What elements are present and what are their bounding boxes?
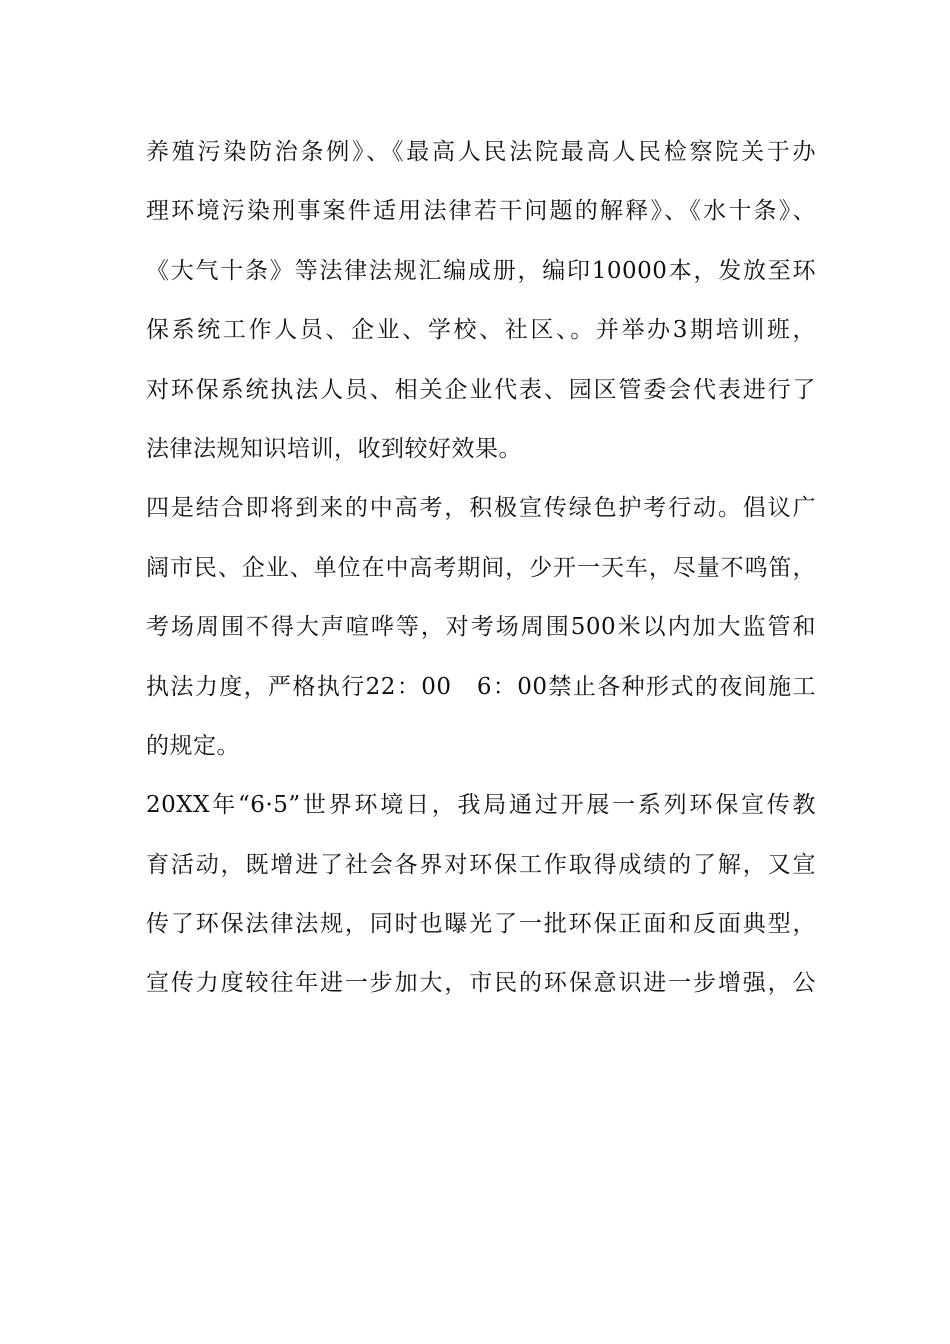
text-line: 法律法规知识培训，收到较好效果。 — [146, 435, 522, 462]
body-text — [146, 129, 816, 1020]
text-line: 《大气十条》等法律法规汇编成册，编印10000本，发放至环 — [146, 257, 816, 284]
text-line: 阔市民、企业、单位在中高考期间，少开一天车，尽量不鸣笛， — [146, 554, 816, 581]
text-line: 宣传力度较往年进一步加大，市民的环保意识进一步增强，公 — [146, 970, 816, 997]
text-line: 四是结合即将到来的中高考，积极宣传绿色护考行动。倡议广 — [146, 495, 816, 522]
text-line: 理环境污染刑事案件适用法律若干问题的解释》、《水十条》、 — [146, 198, 816, 225]
text-line: 执法力度，严格执行22：00 6：00禁止各种形式的夜间施工 — [146, 673, 816, 700]
text-line: 20XX年“6·5”世界环境日，我局通过开展一系列环保宣传教 — [146, 792, 816, 819]
text-line: 传了环保法律法规，同时也曝光了一批环保正面和反面典型， — [146, 911, 816, 938]
text-line: 考场周围不得大声喧哗等，对考场周围500米以内加大监管和 — [146, 614, 816, 641]
text-line: 养殖污染防治条例》、《最高人民法院最高人民检察院关于办 — [146, 139, 816, 165]
text-line: 育活动，既增进了社会各界对环保工作取得成绩的了解，又宣 — [146, 851, 816, 878]
text-line: 保系统工作人员、企业、学校、社区、。并举办3期培训班， — [146, 317, 816, 344]
text-line: 对环保系统执法人员、相关企业代表、园区管委会代表进行了 — [146, 376, 816, 403]
text-line: 的规定。 — [146, 732, 240, 759]
